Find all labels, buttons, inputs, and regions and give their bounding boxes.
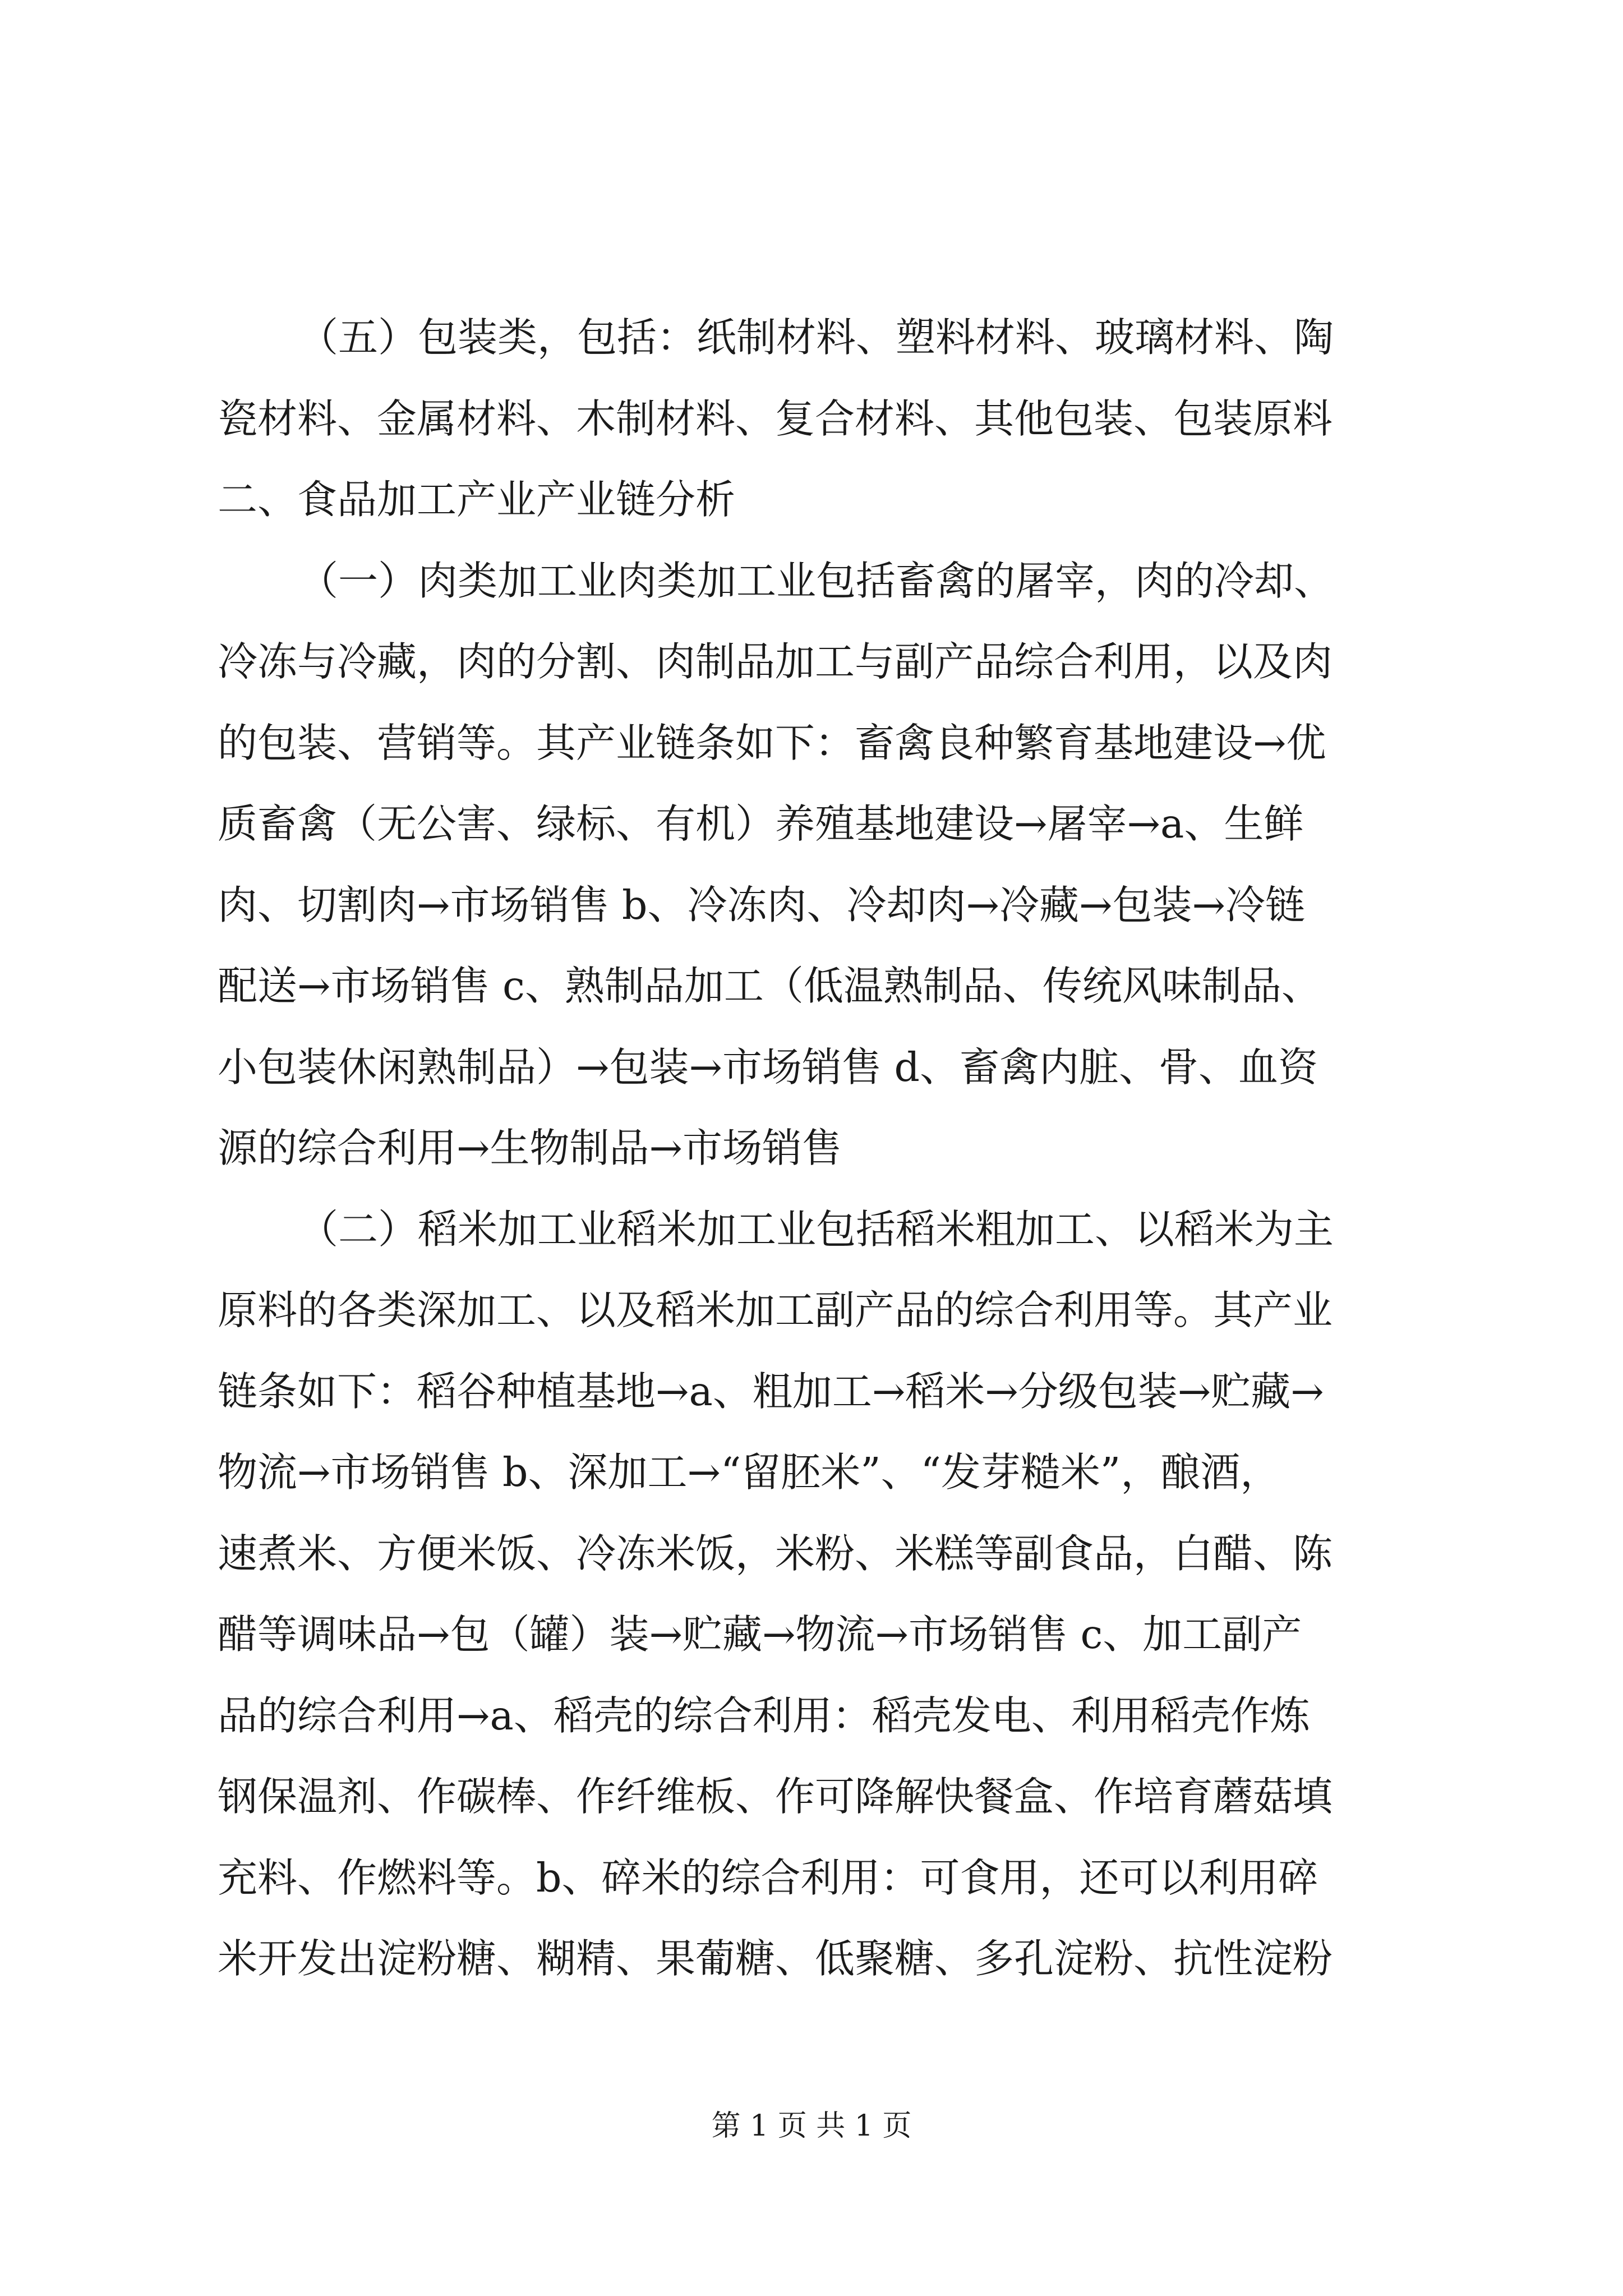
paragraph-line: 醋等调味品→包（罐）装→贮藏→物流→市场销售 c、加工副产 [218,1611,1302,1658]
paragraph-line: 物流→市场销售 b、深加工→“留胚米”、“发芽糙米”，酿酒， [218,1449,1280,1496]
paragraph-line: 配送→市场销售 c、熟制品加工（低温熟制品、传统风味制品、 [218,963,1321,1009]
paragraph-line: 链条如下：稻谷种植基地→a、粗加工→稻米→分级包装→贮藏→ [218,1368,1324,1415]
paragraph-line: 肉、切割肉→市场销售 b、冷冻肉、冷却肉→冷藏→包装→冷链 [218,881,1305,928]
section-heading: 二、食品加工产业产业链分析 [218,476,736,523]
paragraph-line: （五）包装类，包括：纸制材料、塑料材料、玻璃材料、陶 [298,314,1334,361]
paragraph-line: （一）肉类加工业肉类加工业包括畜禽的屠宰，肉的冷却、 [298,557,1334,604]
page-number-footer: 第 1 页 共 1 页 [711,2109,912,2143]
paragraph-line: 钢保温剂、作碳棒、作纤维板、作可降解快餐盒、作培育蘑菇填 [218,1773,1333,1820]
paragraph-line: 的包装、营销等。其产业链条如下：畜禽良种繁育基地建设→优 [218,719,1326,766]
paragraph-line: 品的综合利用→a、稻壳的综合利用：稻壳发电、利用稻壳作炼 [218,1692,1310,1739]
paragraph-line: 速煮米、方便米饭、冷冻米饭，米粉、米糕等副食品，白醋、陈 [218,1530,1333,1577]
document-body [218,297,1429,2000]
paragraph-line: 小包装休闲熟制品）→包装→市场销售 d、畜禽内脏、骨、血资 [218,1043,1318,1091]
paragraph-line: 质畜禽（无公害、绿标、有机）养殖基地建设→屠宰→a、生鲜 [218,800,1304,847]
paragraph-line: 源的综合利用→生物制品→市场销售 [218,1125,842,1171]
paragraph-line: （二）稻米加工业稻米加工业包括稻米粗加工、以稻米为主 [298,1205,1334,1253]
paragraph-line: 充料、作燃料等。b、碎米的综合利用：可食用，还可以利用碎 [218,1854,1318,1901]
paragraph-line: 瓷材料、金属材料、木制材料、复合材料、其他包装、包装原料 [218,395,1333,442]
paragraph-line: 米开发出淀粉糖、糊精、果葡糖、低聚糖、多孔淀粉、抗性淀粉 [218,1935,1333,1982]
paragraph-line: 原料的各类深加工、以及稻米加工副产品的综合利用等。其产业 [218,1287,1333,1333]
paragraph-line: 冷冻与冷藏，肉的分割、肉制品加工与副产品综合利用，以及肉 [218,638,1333,685]
